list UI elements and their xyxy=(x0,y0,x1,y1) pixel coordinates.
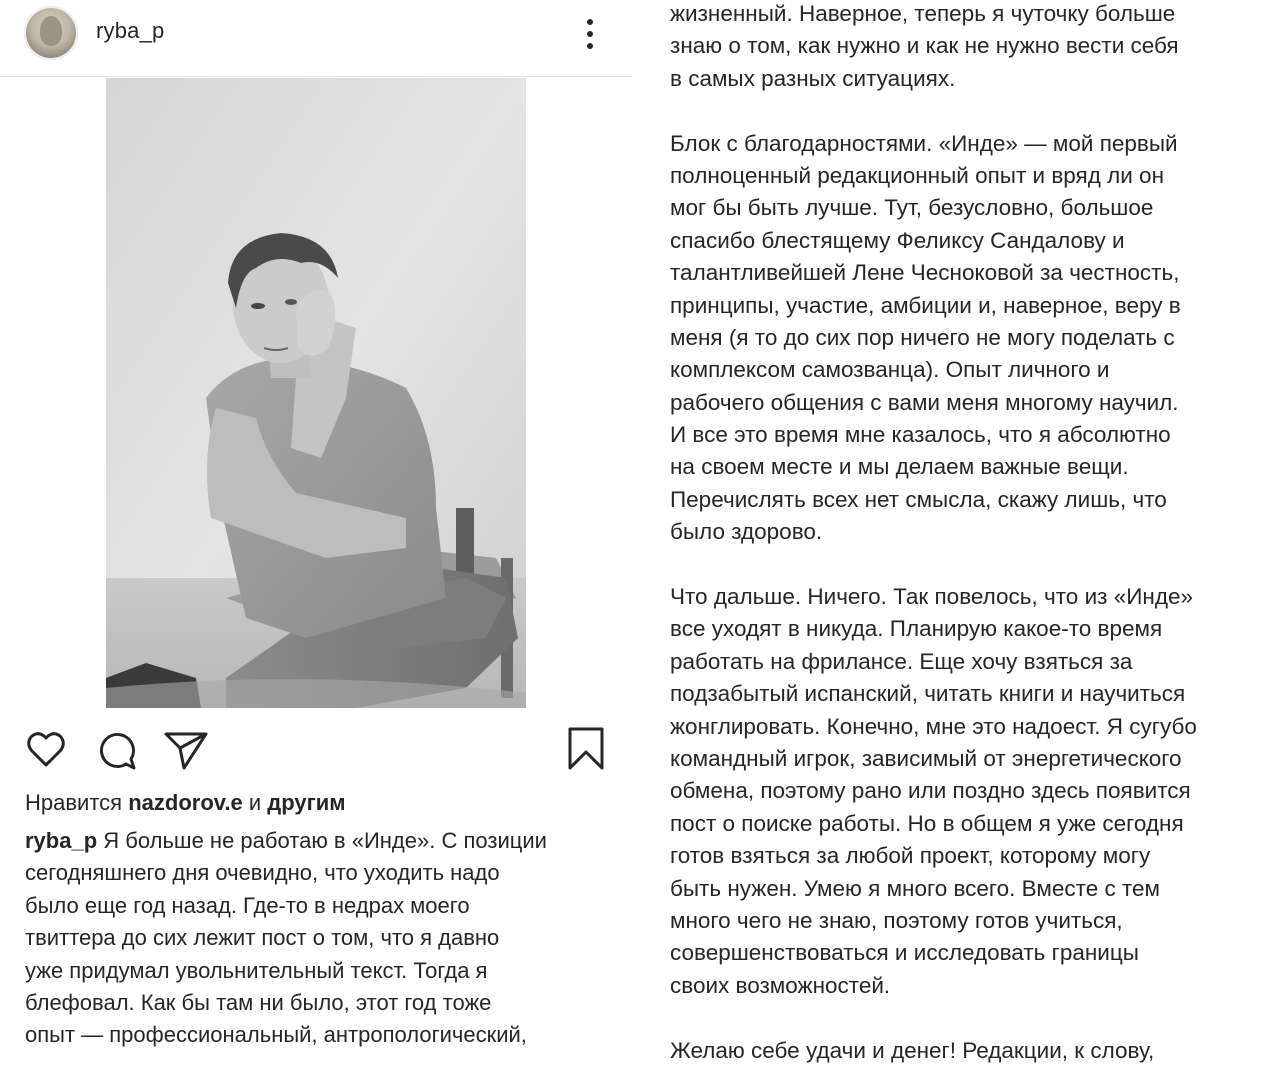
post-photo[interactable] xyxy=(106,78,526,708)
likes-line xyxy=(25,790,346,816)
continuation-line: пост о поиске работы. Но в общем я уже сегодня xyxy=(670,810,1184,836)
caption-line: уже придумал увольнительный текст. Тогда я xyxy=(25,957,488,983)
continuation-line: Блок с благодарностями. «Инде» — мой первый xyxy=(670,130,1178,156)
continuation-line: И все это время мне казалось, что я абсолютно xyxy=(670,422,1171,448)
continuation-line: много чего не знаю, поэтому готов учиться, xyxy=(670,907,1123,933)
continuation-line: жонглировать. Конечно, мне это надоест. Я сугубо xyxy=(670,713,1197,739)
continuation-line: командный игрок, зависимый от энергетического xyxy=(670,745,1182,771)
avatar[interactable] xyxy=(24,6,78,60)
bookmark-icon[interactable] xyxy=(566,726,606,777)
continuation-line: талантливейшей Лене Чесноковой за честность, xyxy=(670,260,1180,286)
continuation-line: комплексом самозванца). Опыт личного и xyxy=(670,357,1110,383)
caption-username[interactable]: ryba_p xyxy=(25,828,98,853)
continuation-line: рабочего общения с вами меня многому научил. xyxy=(670,389,1179,415)
continuation-line: Желаю себе удачи и денег! Редакции, к слову, xyxy=(670,1037,1155,1063)
continuation-line: готов взяться за любой проект, которому могу xyxy=(670,843,1151,869)
post-header xyxy=(0,0,632,77)
likes-user-link[interactable]: nazdorov.e xyxy=(128,790,243,815)
continuation-line: в самых разных ситуациях. xyxy=(670,65,956,91)
continuation-line: обмена, поэтому рано или поздно здесь появится xyxy=(670,778,1191,804)
continuation-line: совершенствоваться и исследовать границы xyxy=(670,940,1139,966)
continuation-line xyxy=(670,1002,1270,1034)
continuation-line: подзабытый испанский, читать книги и научиться xyxy=(670,681,1186,707)
comment-icon[interactable] xyxy=(96,728,140,777)
caption-continuation-panel xyxy=(632,0,1280,1076)
more-vertical-icon[interactable] xyxy=(578,14,602,54)
continuation-line xyxy=(670,95,1270,127)
caption-line: блефовал. Как бы там ни было, этот год тоже xyxy=(25,990,492,1016)
caption-line: твиттера до сих лежит пост о том, что я давно xyxy=(25,925,500,951)
continuation-line: принципы, участие, амбиции и, наверное, веру в xyxy=(670,292,1181,318)
continuation-line: спасибо блестящему Феликсу Сандалову и xyxy=(670,227,1125,253)
continuation-line: все уходят в никуда. Планирую какое-то время xyxy=(670,616,1163,642)
continuation-line: полноценный редакционный опыт и вряд ли он xyxy=(670,162,1165,188)
continuation-line: на своем месте и мы делаем важные вещи. xyxy=(670,454,1129,480)
continuation-line: своих возможностей. xyxy=(670,972,891,998)
continuation-line: Перечислять всех нет смысла, скажу лишь, что xyxy=(670,486,1167,512)
post-caption xyxy=(25,825,615,1052)
post-username[interactable]: ryba_p xyxy=(96,18,165,43)
paper-plane-icon[interactable] xyxy=(162,728,210,777)
caption-text: Я больше не работаю в «Инде». С позиции xyxy=(103,828,547,853)
continuation-line: меня (я то до сих пор ничего не могу поделать с xyxy=(670,324,1175,350)
continuation-line: знаю о том, как нужно и как не нужно вести себя xyxy=(670,33,1179,59)
likes-middle: и xyxy=(248,790,262,815)
heart-icon[interactable] xyxy=(24,727,68,776)
caption-line-first xyxy=(25,825,615,857)
continuation-line: Что дальше. Ничего. Так повелось, что из «Инде» xyxy=(670,584,1193,610)
continuation-line: мог бы быть лучше. Тут, безусловно, большое xyxy=(670,195,1154,221)
likes-others-link[interactable]: другим xyxy=(267,790,346,815)
continuation-text xyxy=(670,0,1270,1067)
continuation-line: было здорово. xyxy=(670,519,823,545)
caption-line: сегодняшнего дня очевидно, что уходить надо xyxy=(25,860,500,886)
continuation-line xyxy=(670,549,1270,581)
continuation-line: быть нужен. Умею я много всего. Вместе с тем xyxy=(670,875,1161,901)
caption-line: было еще год назад. Где-то в недрах моего xyxy=(25,892,470,918)
likes-prefix: Нравится xyxy=(25,790,123,815)
instagram-post-panel xyxy=(0,0,632,1076)
continuation-line: работать на фрилансе. Еще хочу взяться за xyxy=(670,648,1133,674)
caption-line: опыт — профессиональный, антропологический, xyxy=(25,1022,527,1048)
continuation-line: жизненный. Наверное, теперь я чуточку больше xyxy=(670,1,1176,26)
